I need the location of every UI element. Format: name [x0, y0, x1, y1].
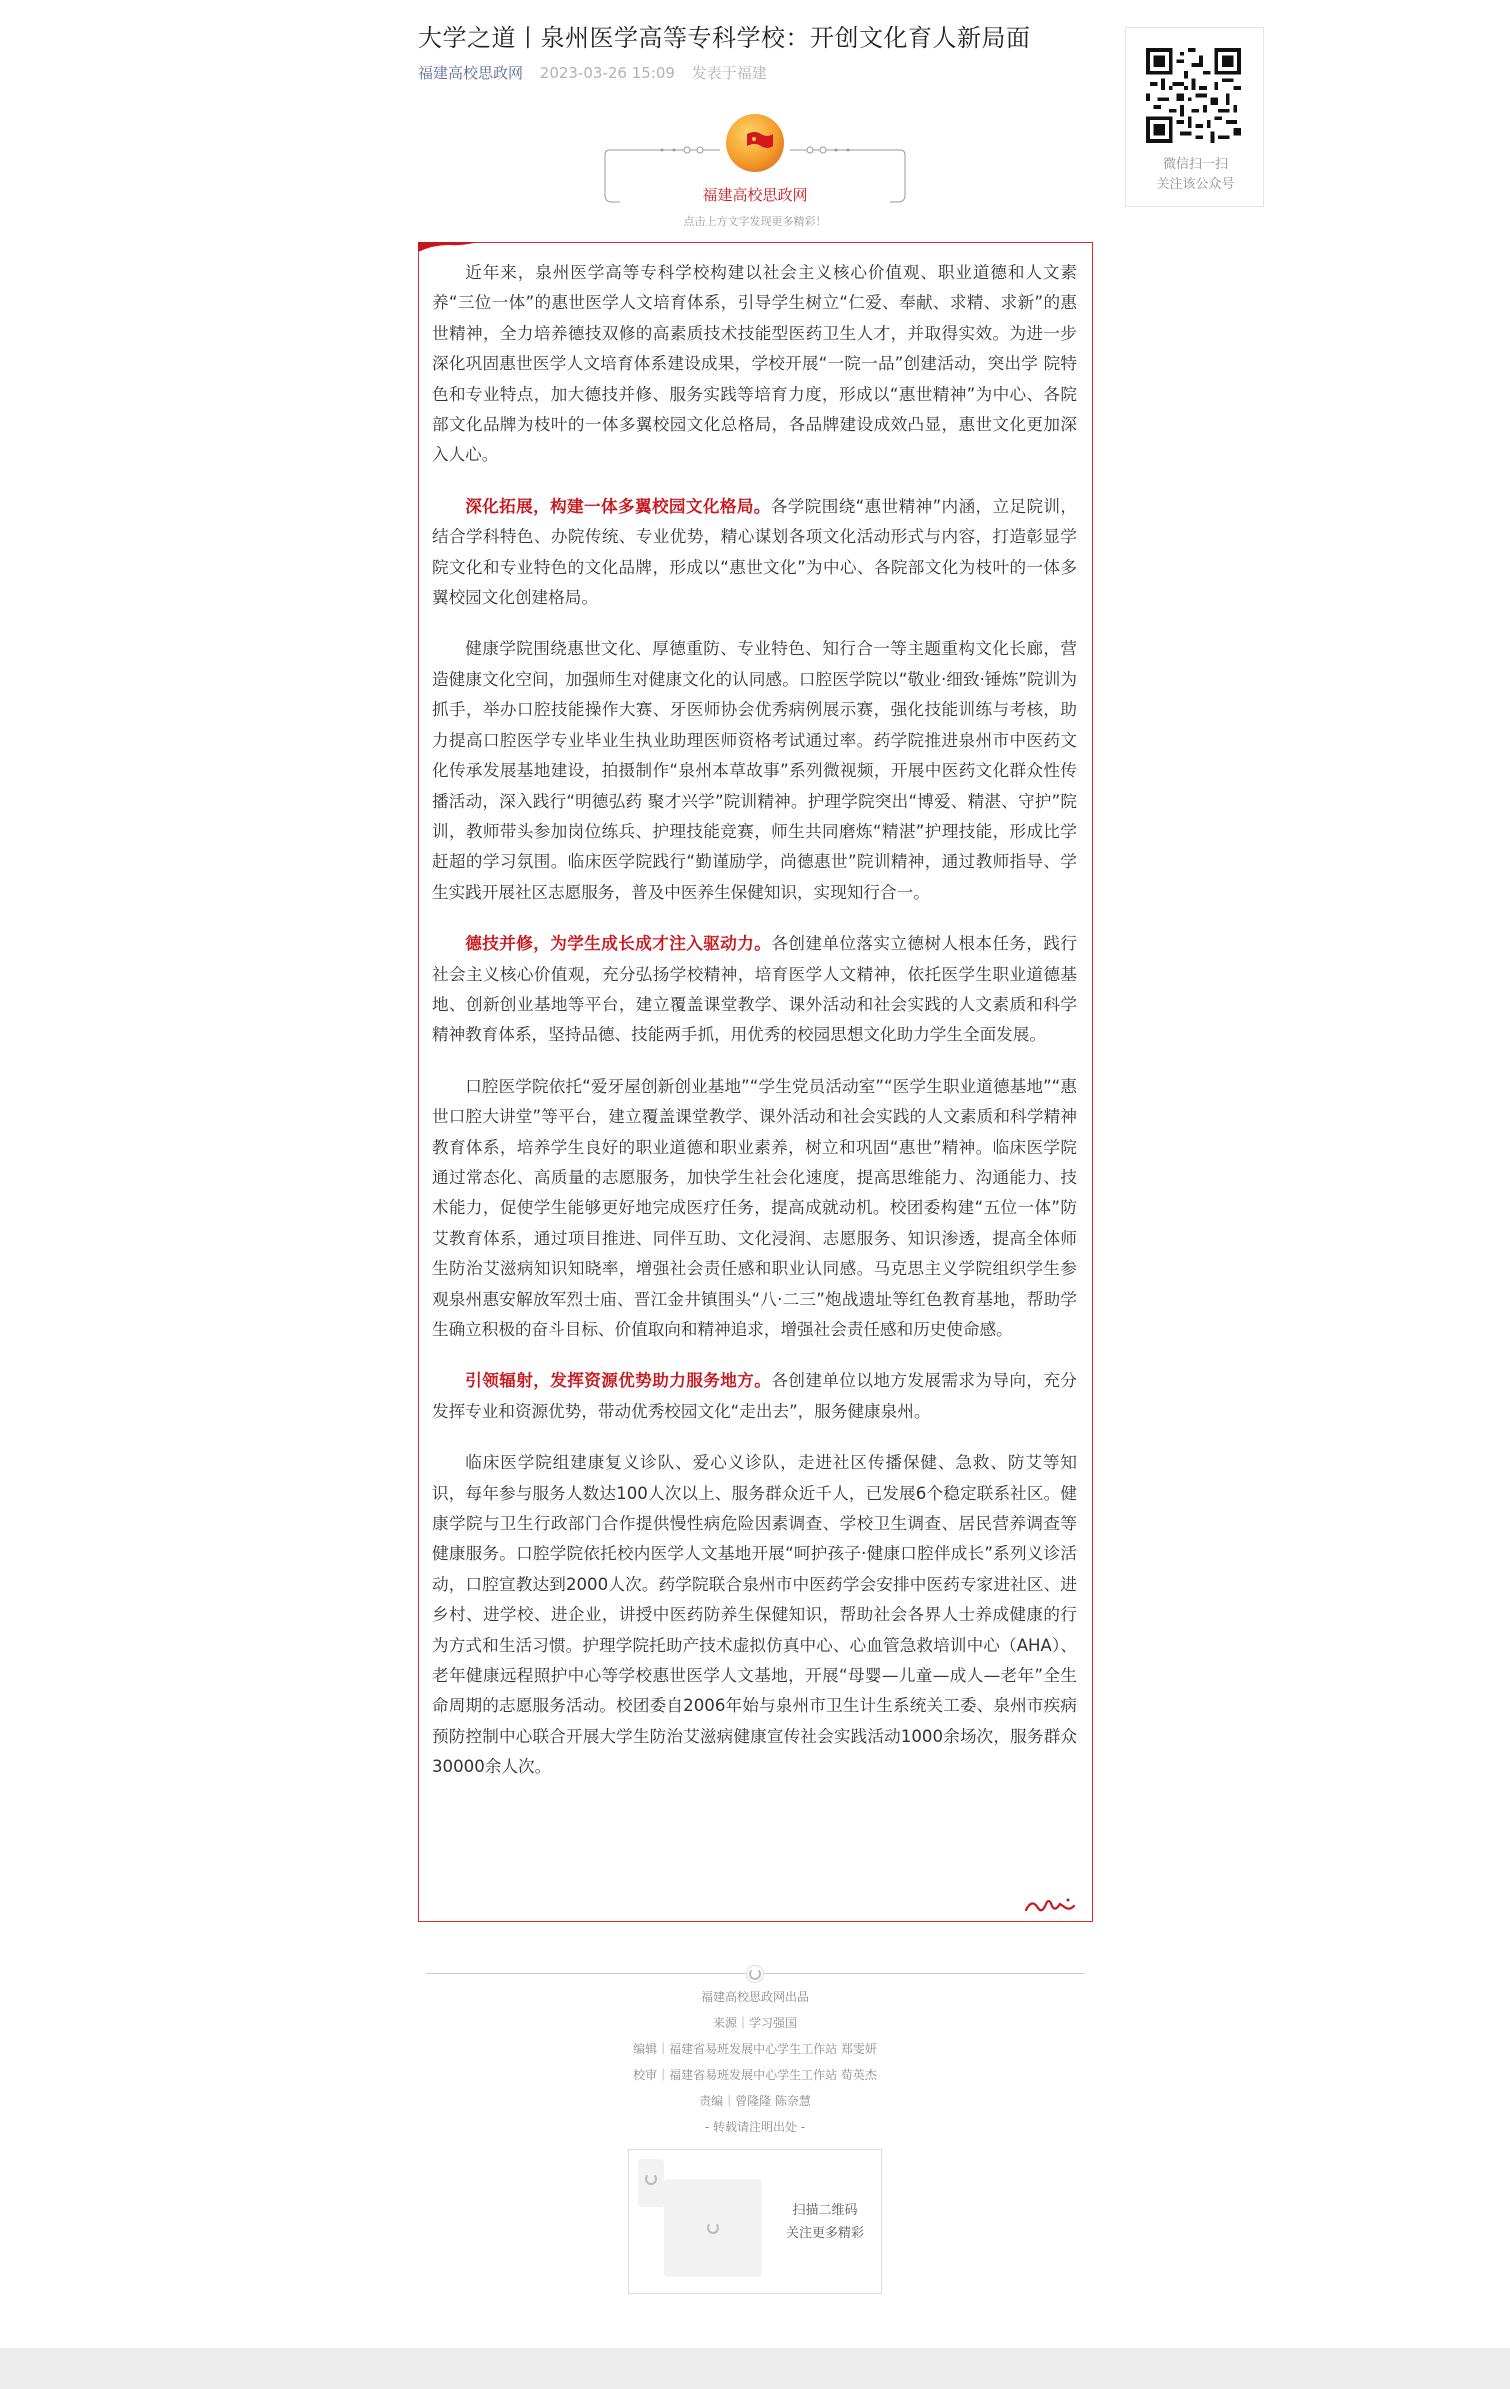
- scan-qr-text: 扫描二维码: [792, 2203, 858, 2218]
- footer-source: 来源｜学习强国: [712, 2016, 797, 2030]
- footer-produced-by: 福建高校思政网出品: [700, 1990, 809, 2004]
- paragraph-service: 临床医学院组建康复义诊队、爱心义诊队，走进社区传播保健、急救、防艾等知识，每年参与服务人数达100人次以上、服务群众近千人，已发展6个稳定联系社区。健康学院与卫生行政部门合作提供慢性病危险因素调查、学校卫生调查、居民营养调查等健康服务。口腔学院依托校内医学人文基地开展“呵护孩子·健康口腔伴成长”系列义诊活动，口腔宣教达到2000人次。药学院联合泉州市中医药学会安排中医药专家进社区、进乡村、进学校、进企业，讲授中医药防养生保健知识，帮助社会各界人士养成健康的行为方式和生活习惯。护理学院托助产技术虚拟仿真中心、心血管急救培训中心（AHA）、老年健康远程照护中心等学校惠世医学人文基地，开展“母婴—儿童—成人—老年”全生命周期的志愿服务活动。校团委自2006年始与泉州市卫生计生系统关工委、泉州市疾病预防控制中心联合开展大学生防治艾滋病健康宣传社会实践活动1000余场次，服务群众30000余人次。: [432, 1453, 1077, 1777]
- follow-image-tab: [638, 2159, 664, 2207]
- loading-spinner-icon: [749, 1968, 761, 1980]
- signature-flourish-icon: [1022, 1892, 1078, 1916]
- footer-editor: 编辑｜福建省易班发展中心学生工作站 郑雯妍: [633, 2042, 877, 2056]
- section2-text: 各创建单位落实立德树人根本任务，践行社会主义核心价值观，充分弘扬学校精神，培育医学人文精神，依托医学生职业道德基地、创新创业基地等平台，建立覆盖课堂教学、课外活动和社会实践的人文素质和科学精神教育体系，坚持品德、技能两手抓，用优秀的校园思想文化助力学生全面发展。: [432, 934, 1078, 1045]
- qr-code-icon: [1146, 48, 1241, 143]
- publish-location: 发表于福建: [691, 64, 767, 82]
- publish-datetime: 2023-03-26 15:09: [539, 64, 675, 82]
- paragraph-colleges-culture: 健康学院围绕惠世文化、厚德重防、专业特色、知行合一等主题重构文化长廊，营造健康文化空间，加强师生对健康文化的认同感。口腔医学院以“敬业·细致·锤炼”院训为抓手，举办口腔技能操作大赛、牙医师协会优秀病例展示赛，强化技能训练与考核，助力提高口腔医学专业毕业生执业助理医师资格考试通过率。药学院推进泉州市中医药文化传承发展基地建设，拍摄制作“泉州本草故事”系列微视频，开展中医药文化群众性传播活动，深入践行“明德弘药 聚才兴学”院训精神。护理学院突出“博爱、精湛、守护”院训，教师带头参加岗位练兵、护理技能竞赛，师生共同磨炼“精湛”护理技能，形成比学赶超的学习氛围。临床医学院践行“勤谨励学，尚德惠世”院训精神，通过教师指导、学生实践开展社区志愿服务，普及中医养生保健知识，实现知行合一。: [432, 639, 1077, 902]
- footer-reviewer: 校审｜福建省易班发展中心学生工作站 荀英杰: [633, 2068, 877, 2082]
- loading-spinner-icon: [645, 2173, 657, 2185]
- paragraph-section1: [432, 492, 1077, 614]
- article-title: 大学之道丨泉州医学高等专科学校：开创文化育人新局面: [418, 24, 1031, 52]
- footer-reprint-note: - 转载请注明出处 -: [704, 2120, 806, 2134]
- article-meta: [418, 62, 767, 83]
- qr-panel: [1125, 27, 1264, 207]
- section1-text: 各学院围绕“惠世精神”内涵，立足院训，结合学科特色、办院传统、专业优势，精心谋划各项文化活动形式与内容，打造彰显学院文化和专业特色的文化品牌，形成以“惠世文化”为中心、各院部文化为枝叶的一体多翼校园文化创建格局。: [432, 496, 1077, 608]
- flag-icon: [745, 130, 775, 152]
- section-heading-1: 深化拓展，构建一体多翼校园文化格局。: [465, 496, 771, 516]
- loading-spinner-icon: [707, 2222, 719, 2234]
- footer-chief-editor: 责编｜曾隆隆 陈奈慧: [699, 2094, 811, 2108]
- footer-divider-dot: [746, 1965, 764, 1983]
- account-name-link[interactable]: 福建高校思政网: [418, 64, 524, 82]
- section-heading-3: 引领辐射，发挥资源优势助力服务地方。: [465, 1371, 772, 1391]
- follow-qr-image[interactable]: [664, 2179, 762, 2277]
- section-heading-2: 德技并修，为学生成长成才注入驱动力。: [465, 934, 772, 954]
- brand-name-link[interactable]: 福建高校思政网: [702, 186, 808, 204]
- qr-caption-scan: 微信扫一扫: [1162, 157, 1228, 172]
- paragraph-section2: [432, 929, 1077, 1051]
- follow-more-text: 关注更多精彩: [785, 2226, 864, 2241]
- bottom-bar: [0, 2348, 1510, 2389]
- qr-caption-follow: 关注该公众号: [1156, 177, 1235, 192]
- article-body: [432, 258, 1077, 1804]
- paragraph-intro: 近年来，泉州医学高等专科学校构建以社会主义核心价值观、职业道德和人文素养“三位一体”的惠世医学人文培育体系，引导学生树立“仁爱、奉献、求精、求新”的惠世精神，全力培养德技双修的高素质技术技能型医药卫生人才，并取得实效。为进一步深化巩固惠世医学人文培育体系建设成果，学校开展“一院一品”创建活动，突出学 院特色和专业特点，加大德技并修、服务实践等培育力度，形成以“惠世精神”为中心、各院部文化品牌为枝叶的一体多翼校园文化总格局，各品牌建设成效凸显，惠世文化更加深入人心。: [432, 263, 1077, 465]
- paragraph-section3: [432, 1366, 1077, 1427]
- paragraph-practice: 口腔医学院依托“爱牙屋创新创业基地”“学生党员活动室”“医学生职业道德基地”“惠世口腔大讲堂”等平台，建立覆盖课堂教学、课外活动和社会实践的人文素质和科学精神教育体系，培养学生良好的职业道德和职业素养，树立和巩固“惠世”精神。临床医学院通过常态化、高质量的志愿服务，加快学生社会化速度，提高思维能力、沟通能力、技术能力，促使学生能够更好地完成医疗任务，提高成就动机。校团委构建“五位一体”防艾教育体系，通过项目推进、同伴互助、文化浸润、志愿服务、知识渗透，提高全体师生防治艾滋病知识知晓率，增强社会责任感和职业认同感。马克思主义学院组织学生参观泉州惠安解放军烈士庙、晋江金井镇围头“八·二三”炮战遗址等红色教育基地，帮助学生确立积极的奋斗目标、价值取向和精神追求，增强社会责任感和历史使命感。: [432, 1076, 1077, 1339]
- section3-text: 各创建单位以地方发展需求为导向，充分发挥专业和资源优势，带动优秀校园文化“走出去”，服务健康泉州。: [432, 1371, 1078, 1421]
- click-hint: 点击上方文字发现更多精彩！: [683, 215, 827, 228]
- corner-ribbon: [418, 242, 478, 254]
